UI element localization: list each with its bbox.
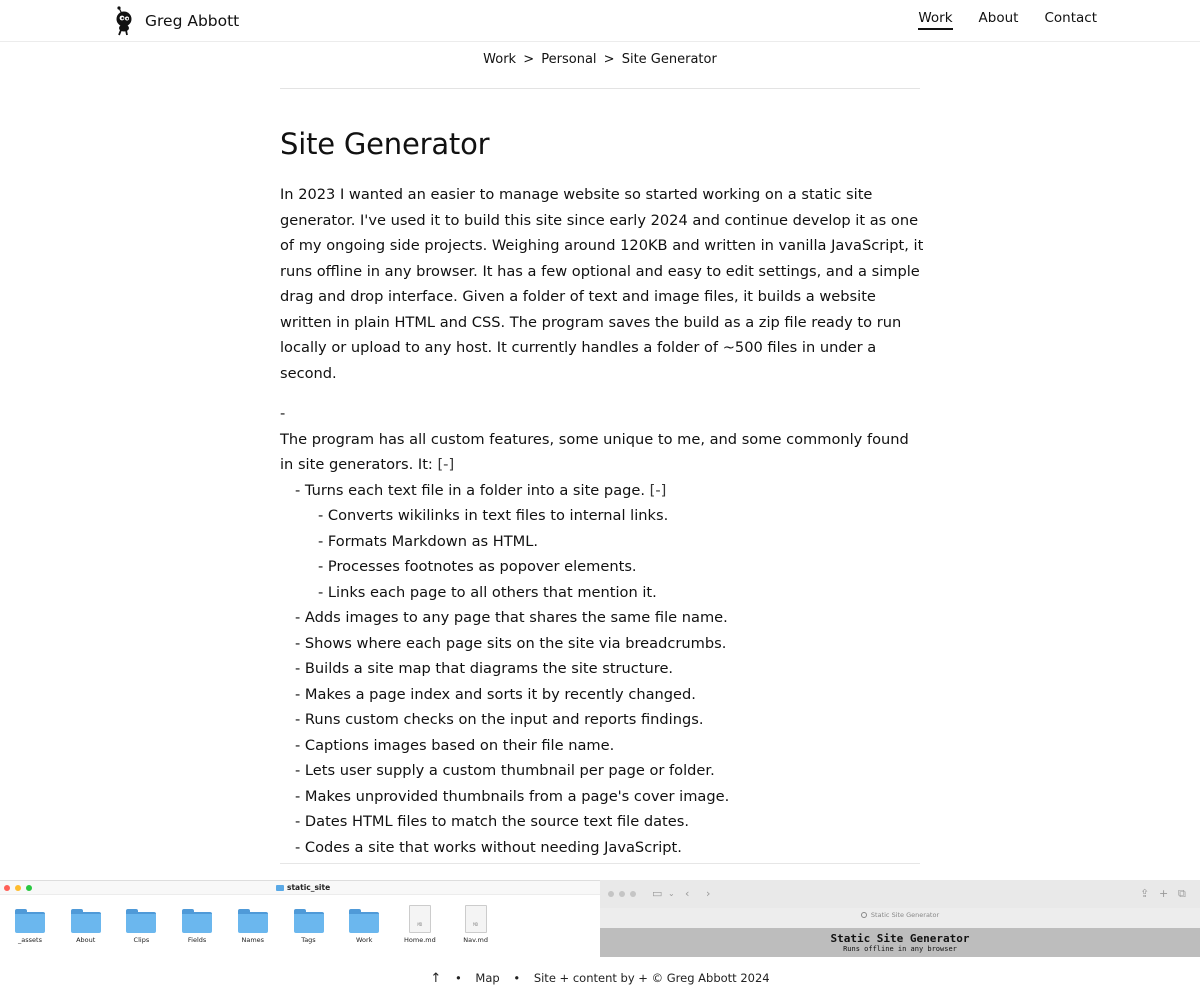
forward-icon: ›	[706, 887, 711, 900]
new-tab-icon: +	[1159, 887, 1169, 900]
site-header	[0, 0, 1200, 42]
file-name: Clips	[133, 936, 150, 944]
file-name: About	[76, 936, 96, 944]
collapse-toggle[interactable]: [-]	[437, 456, 455, 473]
breadcrumb-personal[interactable]: Personal	[541, 52, 597, 67]
site-footer	[0, 971, 1200, 986]
file-name: Work	[355, 936, 373, 944]
finder-screenshot[interactable]	[0, 880, 600, 957]
document-icon: MD	[409, 905, 431, 933]
feature-item: - Formats Markdown as HTML.	[318, 532, 539, 550]
folder-item[interactable]	[111, 909, 171, 944]
browser-toolbar	[600, 880, 1200, 908]
finder-titlebar	[0, 881, 600, 895]
footer-credit: Site + content by + © Greg Abbott 2024	[533, 971, 770, 985]
tabs-icon: ⧉	[1178, 887, 1186, 900]
feature-item: - Lets user supply a custom thumbnail per page or folder.	[295, 762, 715, 779]
folder-item[interactable]	[56, 909, 116, 944]
screenshot-gallery	[0, 880, 1200, 957]
breadcrumb-separator: >	[523, 52, 535, 67]
browser-screenshot[interactable]	[600, 880, 1200, 957]
features-intro: The program has all custom features, some unique to me, and some commonly found in site generators. It: [-]	[280, 430, 909, 473]
main-content	[280, 123, 925, 860]
feature-item: - Converts wikilinks in text files to internal links.	[318, 507, 669, 524]
feature-item: - Links each page to all others that mention it.	[318, 583, 657, 601]
browser-page	[600, 928, 1200, 957]
sidebar-icon: ▭	[652, 887, 663, 900]
folder-item[interactable]	[223, 909, 283, 944]
share-icon: ⇪	[1140, 887, 1150, 900]
ant-logo-icon	[112, 5, 136, 37]
file-name: _assets	[18, 936, 42, 944]
breadcrumb	[280, 52, 920, 89]
file-name: Names	[241, 936, 265, 944]
folder-item[interactable]	[0, 909, 60, 944]
feature-item: - Codes a site that works without needing JavaScript.	[295, 838, 682, 856]
content-divider	[280, 863, 920, 864]
file-name: Fields	[187, 936, 207, 944]
document-icon: MD	[465, 905, 487, 933]
folder-icon	[15, 909, 45, 933]
file-item[interactable]	[446, 909, 506, 944]
breadcrumb-work[interactable]: Work	[483, 52, 517, 67]
page-title: Site Generator	[280, 127, 490, 161]
feature-item: - Turns each text file in a folder into a site page. [-]	[295, 481, 667, 499]
finder-window-title: static_site	[276, 883, 330, 892]
folder-icon	[276, 885, 284, 891]
minimize-dot-icon	[619, 891, 625, 897]
breadcrumb-separator: >	[603, 52, 615, 67]
footer-bullet: •	[513, 971, 521, 985]
close-dot-icon	[4, 885, 10, 891]
folder-item[interactable]	[279, 909, 339, 944]
browser-tab: Static Site Generator	[600, 908, 1200, 928]
file-name: Home.md	[404, 936, 436, 944]
folder-icon	[126, 909, 156, 933]
generator-subheading: Runs offline in any browser	[843, 945, 957, 953]
footer-bullet: •	[454, 971, 462, 985]
breadcrumb-current: Site Generator	[621, 52, 717, 67]
finder-file-grid	[0, 909, 600, 949]
back-to-top-icon[interactable]: ↑	[430, 971, 442, 986]
main-nav	[918, 10, 1097, 30]
folder-item[interactable]	[167, 909, 227, 944]
feature-item: - Shows where each page sits on the site via breadcrumbs.	[295, 634, 727, 652]
nav-about[interactable]: About	[978, 10, 1019, 26]
feature-items	[280, 478, 925, 861]
generator-heading: Static Site Generator	[830, 932, 970, 945]
chevron-down-icon: ⌄	[668, 889, 675, 898]
site-name: Greg Abbott	[145, 12, 240, 30]
feature-item: - Adds images to any page that shares the same file name.	[295, 609, 728, 626]
close-dot-icon	[608, 891, 614, 897]
intro-paragraph: In 2023 I wanted an easier to manage website so started working on a static site generator. I've used it to build this site since early 2024 and continue develop it as one of my ongoing side projects. Weighing around 120KB and written in vanilla JavaScript, it runs offline in any browser. It has a few optional and easy to edit settings, and a simple drag and drop interface. Given a folder of text and image files, it builds a website written in plain HTML and CSS. The program saves the build as a zip file ready to run locally or upload to any host. It currently handles a folder of ~500 files in under a second.	[280, 186, 924, 382]
folder-icon	[71, 909, 101, 933]
folder-item[interactable]	[334, 909, 394, 944]
nav-work[interactable]: Work	[918, 10, 952, 30]
feature-item: - Processes footnotes as popover elements.	[318, 558, 637, 575]
feature-item: - Makes unprovided thumbnails from a page's cover image.	[295, 787, 730, 805]
site-map-link[interactable]: Map	[475, 971, 500, 985]
feature-item: - Runs custom checks on the input and reports findings.	[295, 711, 704, 728]
tab-favicon-icon	[861, 912, 867, 918]
home-link[interactable]	[112, 5, 239, 37]
minimize-dot-icon	[15, 885, 21, 891]
file-name: Nav.md	[463, 936, 488, 944]
nav-contact[interactable]: Contact	[1044, 10, 1097, 26]
zoom-dot-icon	[630, 891, 636, 897]
section-divider-dash: -	[280, 405, 286, 422]
back-icon: ‹	[685, 887, 690, 900]
folder-icon	[294, 909, 324, 933]
zoom-dot-icon	[26, 885, 32, 891]
file-item[interactable]	[390, 909, 450, 944]
folder-icon	[238, 909, 268, 933]
feature-item: - Dates HTML files to match the source text file dates.	[295, 813, 689, 830]
feature-item: - Builds a site map that diagrams the site structure.	[295, 660, 674, 677]
feature-item: - Makes a page index and sorts it by recently changed.	[295, 685, 696, 703]
collapse-toggle[interactable]: [-]	[649, 481, 667, 499]
file-name: Tags	[301, 936, 316, 944]
folder-icon	[349, 909, 379, 933]
feature-item: - Captions images based on their file name.	[295, 736, 615, 754]
features-list	[280, 427, 925, 861]
folder-icon	[182, 909, 212, 933]
